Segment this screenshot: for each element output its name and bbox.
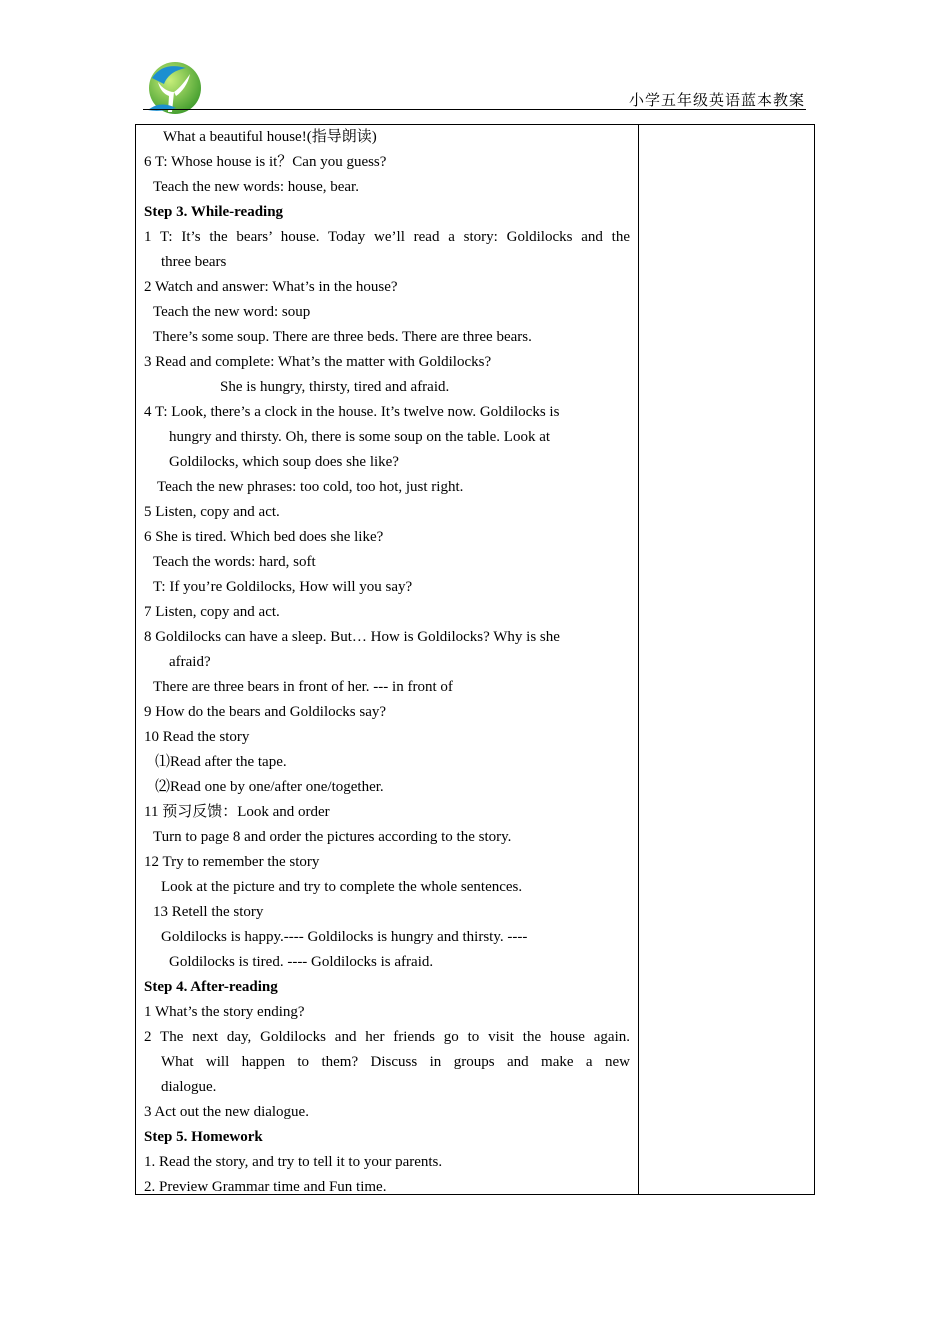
lesson-line: Teach the new word: soup [153,304,311,320]
page-header-title: 小学五年级英语蓝本教案 [628,91,805,109]
lesson-line: 2 Watch and answer: What’s in the house? [144,279,398,295]
lesson-line: 2. Preview Grammar time and Fun time. [144,1179,387,1195]
lesson-line: 7 Listen, copy and act. [144,604,280,620]
lesson-line: What a beautiful house!(指导朗读) [163,129,377,145]
lesson-line: She is hungry, thirsty, tired and afraid. [220,379,450,395]
lesson-line: 6 She is tired. Which bed does she like? [144,529,384,545]
lesson-line: Turn to page 8 and order the pictures according to the story. [153,829,512,845]
lesson-line: 3 Act out the new dialogue. [144,1104,309,1120]
lesson-line: three bears [161,254,227,270]
lesson-line: Teach the new phrases: too cold, too hot, just right. [157,479,464,495]
lesson-line: There’s some soup. There are three beds. There are three bears. [153,329,532,345]
lesson-line: Goldilocks, which soup does she like? [169,454,399,470]
lesson-line: ⑴Read after the tape. [155,754,287,770]
lesson-line: There are three bears in front of her. --- in front of [153,679,453,695]
lesson-line: What will happen to them? Discuss in groups and make a new [161,1054,630,1070]
lesson-line: 1. Read the story, and try to tell it to your parents. [144,1154,443,1170]
lesson-line: Look at the picture and try to complete the whole sentences. [161,879,523,895]
step-heading: Step 4. After-reading [144,979,278,995]
lesson-line: hungry and thirsty. Oh, there is some soup on the table. Look at [169,429,551,445]
lesson-line: afraid? [169,654,211,670]
lesson-line: 6 T: Whose house is it？Can you guess? [144,154,387,170]
lesson-line: 9 How do the bears and Goldilocks say? [144,704,387,720]
step-heading: Step 3. While-reading [144,204,284,220]
lesson-line: Goldilocks is happy.---- Goldilocks is hungry and thirsty. ---- [161,929,528,945]
lesson-line: T: If you’re Goldilocks, How will you say? [153,579,413,595]
lesson-line: 4 T: Look, there’s a clock in the house. It’s twelve now. Goldilocks is [144,404,560,420]
step-heading: Step 5. Homework [144,1129,263,1145]
lesson-line: 2 The next day, Goldilocks and her friends go to visit the house again. [144,1029,630,1045]
column-divider [638,125,639,1194]
header-rule [143,109,806,110]
lesson-line: 5 Listen, copy and act. [144,504,280,520]
lesson-line: 1 What’s the story ending? [144,1004,305,1020]
lesson-line: 1 T: It’s the bears’ house. Today we’ll read a story: Goldilocks and the [144,229,630,245]
lesson-line: Goldilocks is tired. ---- Goldilocks is afraid. [169,954,434,970]
lesson-line: 13 Retell the story [153,904,264,920]
lesson-content-cell [144,125,630,1200]
lesson-plan-table [135,124,815,1195]
lesson-line: dialogue. [161,1079,217,1095]
lesson-line: ⑵Read one by one/after one/together. [155,779,384,795]
lesson-line: 8 Goldilocks can have a sleep. But… How is Goldilocks? Why is she [144,629,560,645]
lesson-line: Teach the words: hard, soft [153,554,316,570]
lesson-line: 10 Read the story [144,729,250,745]
lesson-line: Teach the new words: house, bear. [153,179,359,195]
lesson-line: 11 预习反馈：Look and order [144,804,330,820]
lesson-line: 12 Try to remember the story [144,854,320,870]
lesson-line: 3 Read and complete: What’s the matter with Goldilocks? [144,354,492,370]
